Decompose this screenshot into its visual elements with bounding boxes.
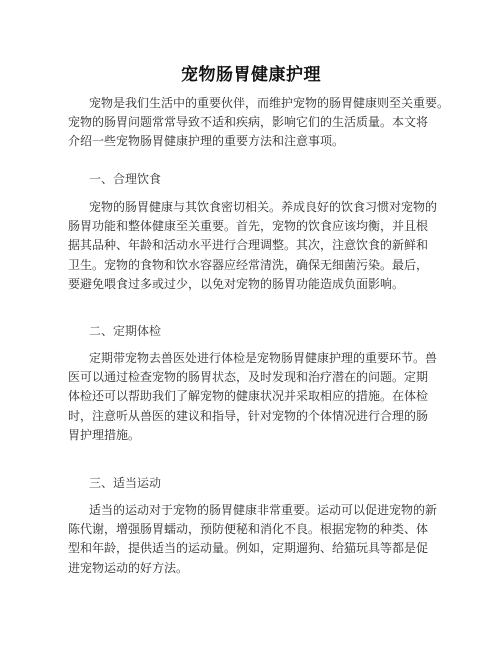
paragraph-line: 适当的运动对于宠物的肠胃健康非常重要。运动可以促进宠物的新 [89, 503, 438, 517]
paragraph-line: 体检还可以帮助我们了解宠物的健康状况并采取相应的措施。在体检 [68, 389, 429, 404]
intro-paragraph [68, 94, 450, 152]
section-paragraph-exercise [68, 501, 444, 578]
section-paragraph-checkup [68, 349, 444, 445]
paragraph-line: 要避免喂食过多或过少，以免对宠物的肠胃功能造成负面影响。 [68, 276, 405, 291]
paragraph-line: 卫生。宠物的食物和饮水容器应经常清洗，确保无细菌污染。最后， [68, 257, 429, 272]
intro-line: 宠物是我们生活中的重要伙伴，而维护宠物的肠胃健康则至关重要。 [89, 96, 450, 110]
paragraph-line: 进宠物运动的好方法。 [68, 560, 189, 575]
section-heading-diet: 一、合理饮食 [89, 172, 162, 186]
paragraph-line: 胃护理措施。 [68, 427, 141, 442]
paragraph-line: 据其品种、年龄和活动水平进行合理调整。其次，注意饮食的新鲜和 [68, 238, 429, 253]
paragraph-line: 宠物的肠胃健康与其饮食密切相关。养成良好的饮食习惯对宠物的 [89, 200, 438, 214]
paragraph-line: 肠胃功能和整体健康至关重要。首先，宠物的饮食应该均衡，并且根 [68, 219, 429, 234]
section-heading-exercise: 三、适当运动 [89, 476, 162, 490]
intro-line: 介绍一些宠物肠胃健康护理的重要方法和注意事项。 [68, 134, 345, 149]
paragraph-line: 型和年龄，提供适当的运动量。例如，定期遛狗、给猫玩具等都是促 [68, 541, 429, 556]
paragraph-line: 陈代谢，增强肠胃蠕动，预防便秘和消化不良。根据宠物的种类、体 [68, 522, 429, 537]
paragraph-line: 定期带宠物去兽医处进行体检是宠物肠胃健康护理的重要环节。兽 [89, 351, 438, 365]
paragraph-line: 时，注意听从兽医的建议和指导，针对宠物的个体情况进行合理的肠 [68, 408, 429, 423]
section-heading-checkup: 二、定期体检 [89, 324, 162, 338]
document-title: 宠物肠胃健康护理 [181, 65, 321, 85]
intro-line: 宠物的肠胃问题常常导致不适和疾病，影响它们的生活质量。本文将 [68, 115, 429, 130]
paragraph-line: 医可以通过检查宠物的肠胃状态，及时发现和治疗潜在的问题。定期 [68, 370, 429, 385]
section-paragraph-diet [68, 198, 444, 294]
